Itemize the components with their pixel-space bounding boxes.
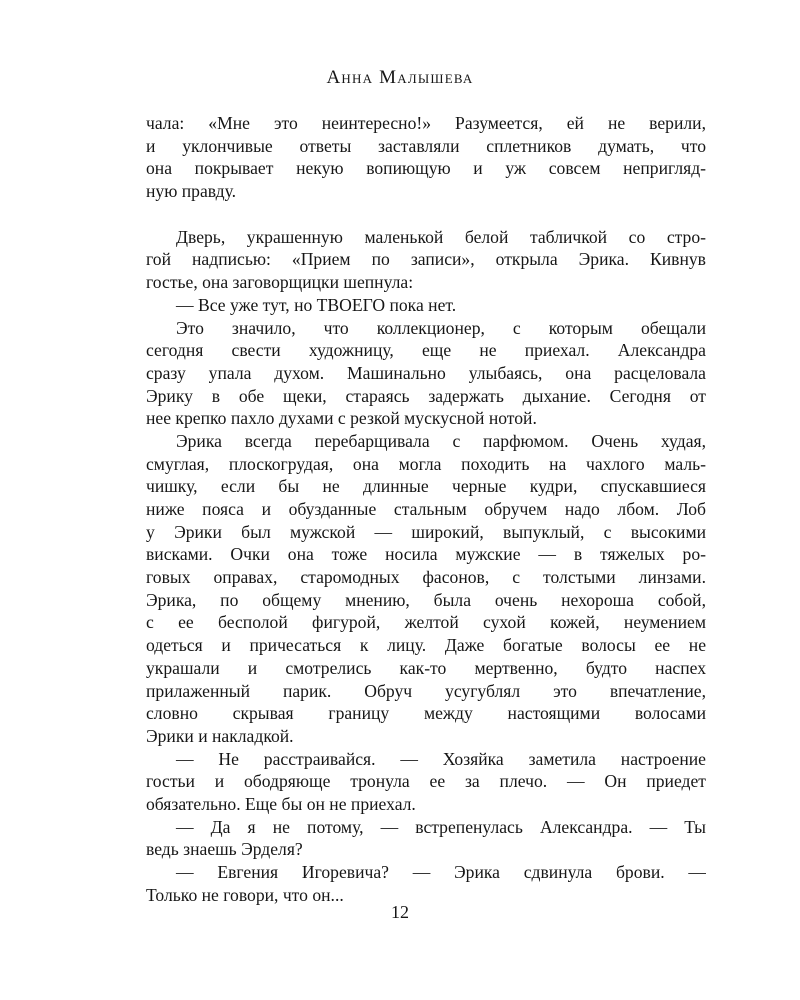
- text-line: и уклончивые ответы заставляли сплетников думать, что: [146, 135, 706, 156]
- text-line: гой надписью: «Прием по записи», открыла Эрика. Кивнув: [146, 249, 706, 270]
- running-head: Анна Малышева: [326, 67, 474, 88]
- text-line: ведь знаешь Эрделя?: [146, 839, 303, 860]
- text-line: прилаженный парик. Обруч усугублял это впечатление,: [146, 680, 706, 701]
- text-line: одеться и причесаться к лицу. Даже богатые волосы ее не: [146, 635, 706, 656]
- body-text: [146, 112, 706, 906]
- section-break: [146, 203, 706, 226]
- page-number: 12: [391, 902, 409, 922]
- text-line: говых оправах, старомодных фасонов, с толстыми линзами.: [146, 567, 706, 588]
- text-line: — Не расстраивайся. — Хозяйка заметила настроение: [176, 748, 706, 769]
- text-line: обязательно. Еще бы он не приехал.: [146, 793, 416, 814]
- text-line: словно скрывая границу между настоящими волосами: [146, 703, 706, 724]
- text-line: гостьи и ободряюще тронула ее за плечо. — Он приедет: [146, 771, 706, 792]
- text-line: — Да я не потому, — встрепенулась Александра. — Ты: [176, 816, 706, 837]
- text-line: с ее бесполой фигурой, желтой сухой кожей, неумением: [146, 612, 706, 633]
- text-line: Только не говори, что он...: [146, 884, 344, 905]
- text-line: она покрывает некую вопиющую и уж совсем непригляд-: [146, 158, 706, 179]
- text-line: Это значило, что коллекционер, с которым обещали: [176, 317, 706, 338]
- text-line: смуглая, плоскогрудая, она могла походить на чахлого маль-: [146, 453, 706, 474]
- text-line: чала: «Мне это неинтересно!» Разумеется, ей не верили,: [146, 113, 706, 133]
- text-line: украшали и смотрелись как-то мертвенно, будто наспех: [146, 657, 706, 678]
- text-line: сразу упала духом. Машинально улыбаясь, она расцеловала: [146, 362, 706, 383]
- dialogue-paragraph: [146, 816, 706, 861]
- text-line: ную правду.: [146, 181, 237, 202]
- text-line: висками. Очки она тоже носила мужские — в тяжелых ро-: [146, 544, 706, 565]
- text-line: Эрика, по общему мнению, была очень нехороша собой,: [146, 589, 706, 610]
- text-line: чишку, если бы не длинные черные кудри, спускавшиеся: [146, 476, 706, 497]
- text-line: гостье, она заговорщицки шепнула:: [146, 272, 414, 293]
- text-line: Дверь, украшенную маленькой белой табличкой со стро-: [176, 226, 706, 247]
- text-line: у Эрики был мужской — широкий, выпуклый, с высокими: [146, 521, 706, 542]
- paragraph: [146, 317, 706, 430]
- dialogue-paragraph: [146, 861, 706, 906]
- text-line: нее крепко пахло духами с резкой мускусной нотой.: [146, 408, 537, 429]
- text-line: ниже пояса и обузданные стальным обручем надо лбом. Лоб: [146, 499, 706, 519]
- paragraph: [146, 430, 706, 748]
- paragraph: [146, 112, 706, 203]
- dialogue-paragraph: [146, 748, 706, 816]
- paragraph: [146, 226, 706, 294]
- text-line: Эрику в обе щеки, стараясь задержать дыхание. Сегодня от: [146, 385, 706, 406]
- text-line: сегодня свести художницу, еще не приехал. Александра: [146, 340, 706, 361]
- dialogue-paragraph: [146, 294, 706, 317]
- text-line: — Евгения Игоревича? — Эрика сдвинула брови. —: [176, 862, 706, 882]
- text-line: Эрики и накладкой.: [146, 725, 294, 746]
- text-line: Эрика всегда перебарщивала с парфюмом. Очень худая,: [176, 430, 706, 451]
- text-line: — Все уже тут, но ТВОЕГО пока нет.: [176, 294, 457, 315]
